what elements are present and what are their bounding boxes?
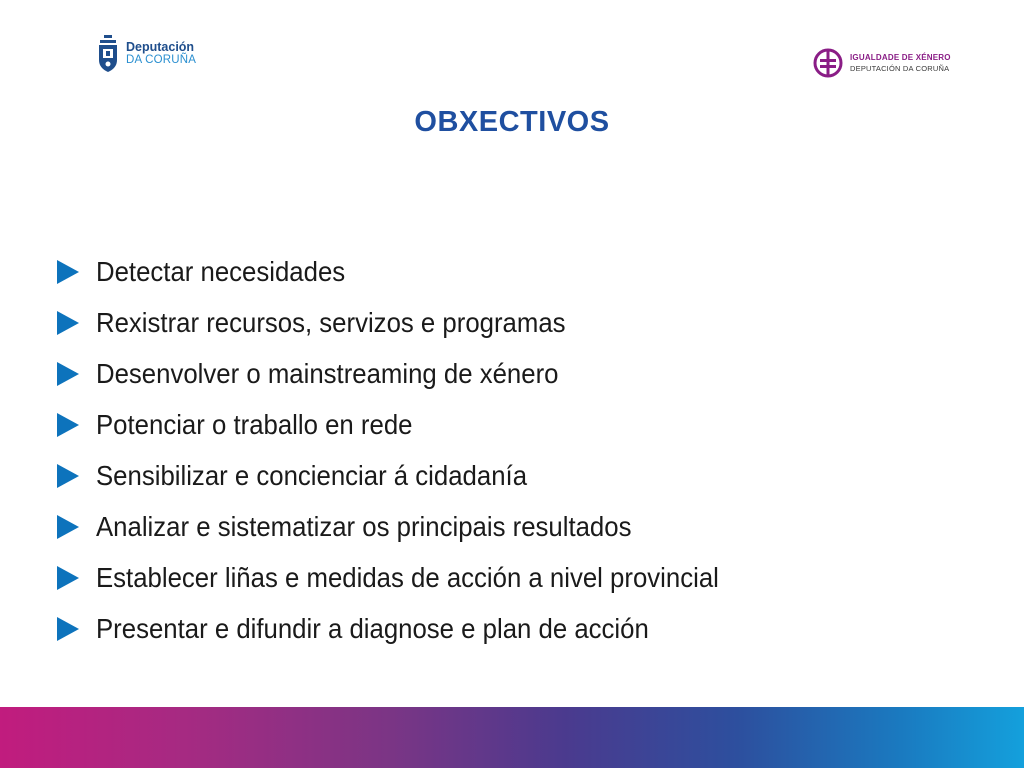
- logo-line1: Deputación: [126, 40, 195, 54]
- list-item-text: Detectar necesidades: [96, 255, 346, 287]
- list-item-text: Rexistrar recursos, servizos e programas: [96, 306, 566, 338]
- arrow-bullet-icon: [57, 464, 79, 488]
- footer-gradient-bar: [0, 707, 1024, 768]
- objectives-list: [57, 246, 773, 654]
- slide-title: OBXECTIVOS: [414, 106, 610, 138]
- list-item-text: Desenvolver o mainstreaming de xénero: [96, 357, 559, 389]
- list-item-text: Analizar e sistematizar os principais resultados: [96, 510, 632, 542]
- list-item: [57, 603, 773, 654]
- list-item: [57, 501, 773, 552]
- arrow-bullet-icon: [57, 311, 79, 335]
- arrow-bullet-icon: [57, 413, 79, 437]
- arrow-bullet-icon: [57, 362, 79, 386]
- list-item-text: Establecer liñas e medidas de acción a nivel provincial: [96, 561, 719, 593]
- list-item: [57, 348, 773, 399]
- logo-line2: DEPUTACIÓN DA CORUÑA: [850, 64, 950, 73]
- list-item: [57, 297, 773, 348]
- equality-symbol-icon: [812, 47, 844, 79]
- list-item: [57, 552, 773, 603]
- arrow-bullet-icon: [57, 566, 79, 590]
- list-item-text: Sensibilizar e concienciar á cidadanía: [96, 459, 528, 491]
- logo-line2: DA CORUÑA: [126, 54, 197, 66]
- arrow-bullet-icon: [57, 515, 79, 539]
- list-item-text: Potenciar o traballo en rede: [96, 408, 413, 440]
- list-item-text: Presentar e difundir a diagnose e plan de acción: [96, 612, 649, 644]
- logo-line1: IGUALDADE DE XÉNERO: [850, 53, 951, 62]
- list-item: [57, 450, 773, 501]
- arrow-bullet-icon: [57, 260, 79, 284]
- deputacion-logo: [96, 33, 196, 75]
- list-item: [57, 399, 773, 450]
- list-item: [57, 246, 773, 297]
- arrow-bullet-icon: [57, 617, 79, 641]
- igualdade-logo: [812, 47, 951, 79]
- coat-of-arms-icon: [96, 34, 120, 74]
